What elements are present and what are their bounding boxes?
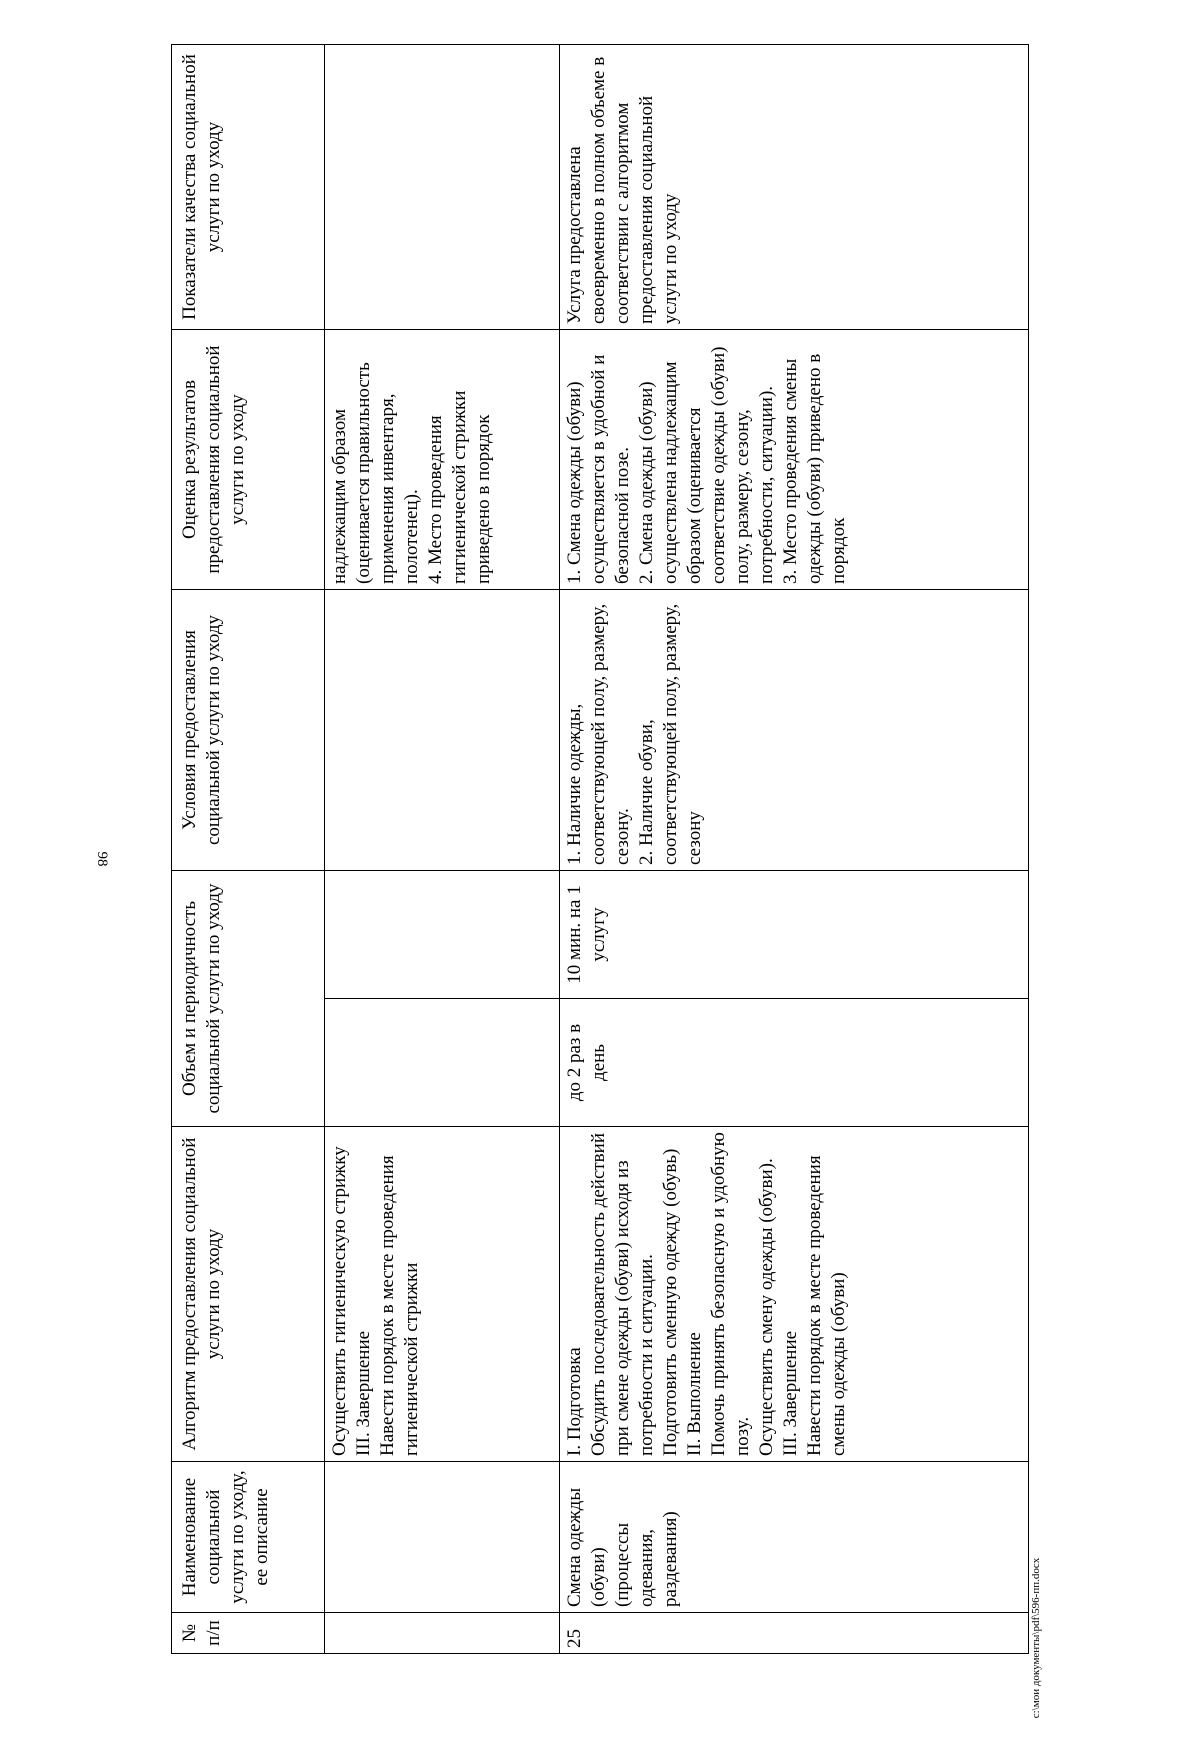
cell-duration (325, 871, 560, 999)
cell-quality (325, 45, 560, 330)
cell-frequency: до 2 раз в день (560, 999, 1029, 1127)
header-name: Наименование социальной услуги по уходу, ее описание (172, 1462, 325, 1613)
cell-conditions: 1. Наличие одежды, соответствующей полу, размеру, сезону. 2. Наличие обуви, соответствующей полу, размеру, сезону (560, 590, 1029, 871)
cell-name: Смена одежды (обуви) (процессы одевания, раздевания) (560, 1462, 1029, 1613)
cell-algorithm: I. Подготовка Обсудить последовательность действий при смене одежды (обуви) исходя из потребности и ситуации. Подготовить сменную одежду (обувь) II. Выполнение Помочь принять безопасную и удобную позу. Осуществить смену одежды (обуви). III. Завершение Навести порядок в месте проведения смены одежды (обуви) (560, 1127, 1029, 1462)
table-row (325, 45, 560, 1654)
cell-conditions (325, 590, 560, 871)
table-row (560, 45, 1029, 1654)
cell-num: 25 (560, 1613, 1029, 1654)
file-path-footer: c:\мои документы\pdf\596-пп.docx (1030, 1557, 1042, 1719)
rotated-table-container (171, 45, 1028, 1654)
header-conditions: Условия предоставления социальной услуги по уходу (172, 590, 325, 871)
header-evaluation: Оценка результатов предоставления социальной услуги по уходу (172, 330, 325, 590)
cell-evaluation: 1. Смена одежды (обуви) осуществляется в удобной и безопасной позе. 2. Смена одежды (обуви) осуществлена надлежащим образом (оценивается соответствие одежды (обуви) полу, размеру, сезону, потребности, ситуации). 3. Место проведения смены одежды (обуви) приведено в порядок (560, 330, 1029, 590)
header-volume: Объем и периодичность социальной услуги по уходу (172, 871, 325, 1127)
cell-evaluation: надлежащим образом (оценивается правильность применения инвентаря, полотенец). 4. Место проведения гигиенической стрижки приведено в порядок (325, 330, 560, 590)
header-row (172, 45, 325, 1654)
cell-num (325, 1613, 560, 1654)
header-num: № п/п (172, 1613, 325, 1654)
cell-frequency (325, 999, 560, 1127)
cell-name (325, 1462, 560, 1613)
page-number: 98 (94, 851, 110, 867)
services-table (171, 44, 1029, 1654)
header-quality: Показатели качества социальной услуги по уходу (172, 45, 325, 330)
header-algorithm: Алгоритм предоставления социальной услуги по уходу (172, 1127, 325, 1462)
cell-quality: Услуга предоставлена своевременно в полном объеме в соответствии с алгоритмом предоставления социальной услуги по уходу (560, 45, 1029, 330)
cell-algorithm: Осуществить гигиеническую стрижку III. Завершение Навести порядок в месте проведения гигиенической стрижки (325, 1127, 560, 1462)
cell-duration: 10 мин. на 1 услугу (560, 871, 1029, 999)
